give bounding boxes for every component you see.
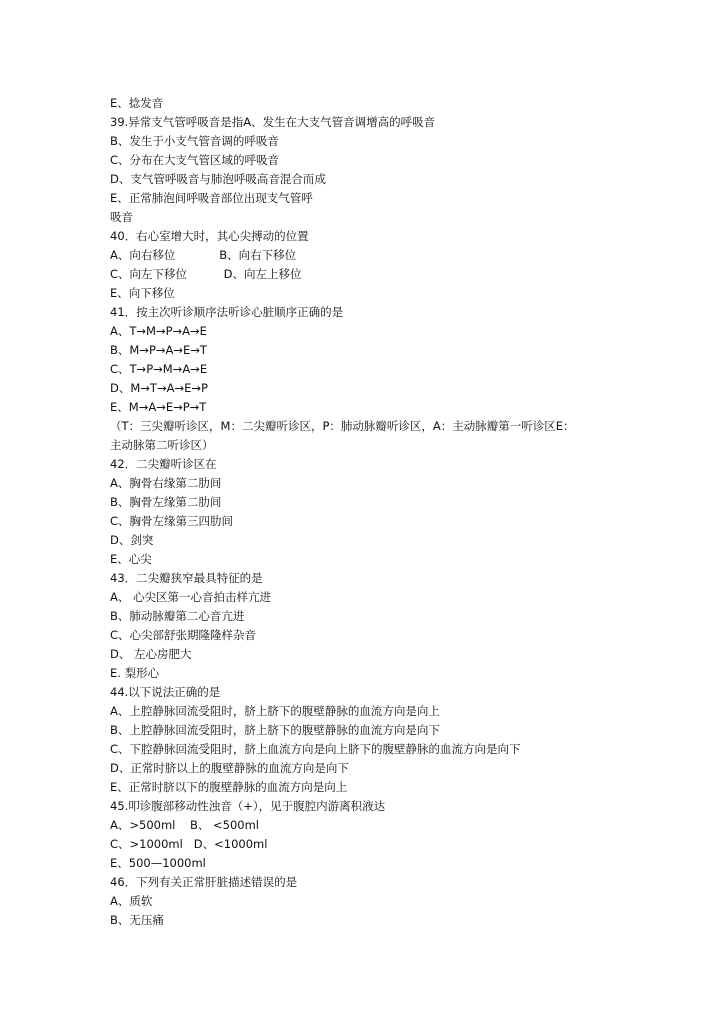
text-line: B、发生于小支气管音调的呼吸音 [110, 134, 279, 148]
text-line: E、正常时脐以下的腹壁静脉的血流方向是向上 [110, 780, 348, 794]
text-line: C、>1000ml D、<1000ml [110, 837, 268, 851]
text-line: D、支气管呼吸音与肺泡呼吸高音混合而成 [110, 172, 326, 186]
text-line: C、分布在大支气管区域的呼吸音 [110, 153, 280, 167]
text-line: B、无压痛 [110, 913, 164, 927]
text-line: A、上腔静脉回流受阻时，脐上脐下的腹壁静脉的血流方向是向上 [110, 704, 440, 718]
text-line: E. 梨形心 [110, 666, 160, 680]
text-line: 主动脉第二听诊区） [110, 438, 214, 452]
text-line: A、 心尖区第一心音拍击样亢进 [110, 590, 272, 604]
text-line: C、胸骨左缘第三四肋间 [110, 514, 234, 528]
text-line: A、胸骨右缘第二肋间 [110, 476, 222, 490]
text-line: 43．二尖瓣狭窄最具特征的是 [110, 571, 263, 585]
text-line: 吸音 [110, 210, 133, 224]
text-line: A、质软 [110, 894, 153, 908]
question-text-block [110, 94, 630, 930]
text-line: 42．二尖瓣听诊区在 [110, 457, 217, 471]
text-line: D、 左心房肥大 [110, 647, 192, 661]
text-line: D、正常时脐以上的腹壁静脉的血流方向是向下 [110, 761, 349, 775]
text-line: E、正常肺泡间呼吸音部位出现支气管呼 [110, 191, 313, 205]
text-line: 45.叩诊腹部移动性浊音（+），见于腹腔内游离积液达 [110, 799, 386, 813]
text-line: A、T→M→P→A→E [110, 324, 207, 338]
text-line: 41．按主次听诊顺序法听诊心脏顺序正确的是 [110, 305, 344, 319]
text-line: E、500—1000ml [110, 856, 206, 870]
text-line: C、T→P→M→A→E [110, 362, 208, 376]
text-line: E、心尖 [110, 552, 152, 566]
text-line: C、下腔静脉回流受阻时，脐上血流方向是向上脐下的腹壁静脉的血流方向是向下 [110, 742, 521, 756]
text-line: E、M→A→E→P→T [110, 400, 207, 414]
text-line: 44.以下说法正确的是 [110, 685, 221, 699]
text-line: 40．右心室增大时，其心尖搏动的位置 [110, 229, 309, 243]
text-line: B、肺动脉瓣第二心音亢进 [110, 609, 245, 623]
text-line: E、捻发音 [110, 96, 164, 110]
text-line: C、向左下移位 D、向左上移位 [110, 267, 302, 281]
text-line: D、剑突 [110, 533, 154, 547]
text-line: （T：三尖瓣听诊区，M：二尖瓣听诊区，P：肺动脉瓣听诊区，A：主动脉瓣第一听诊区E： [110, 419, 575, 433]
text-line: D、M→T→A→E→P [110, 381, 208, 395]
text-line: C、心尖部舒张期隆隆样杂音 [110, 628, 257, 642]
text-line: A、向右移位 B、向右下移位 [110, 248, 297, 262]
text-line: B、M→P→A→E→T [110, 343, 207, 357]
text-line: 39.异常支气管呼吸音是指A、发生在大支气管音调增高的呼吸音 [110, 115, 436, 129]
text-line: B、胸骨左缘第二肋间 [110, 495, 222, 509]
text-line: B、上腔静脉回流受阻时，脐上脐下的腹壁静脉的血流方向是向下 [110, 723, 440, 737]
text-line: A、>500ml B、 <500ml [110, 818, 259, 832]
text-line: E、向下移位 [110, 286, 175, 300]
text-line: 46．下列有关正常肝脏描述错误的是 [110, 875, 298, 889]
